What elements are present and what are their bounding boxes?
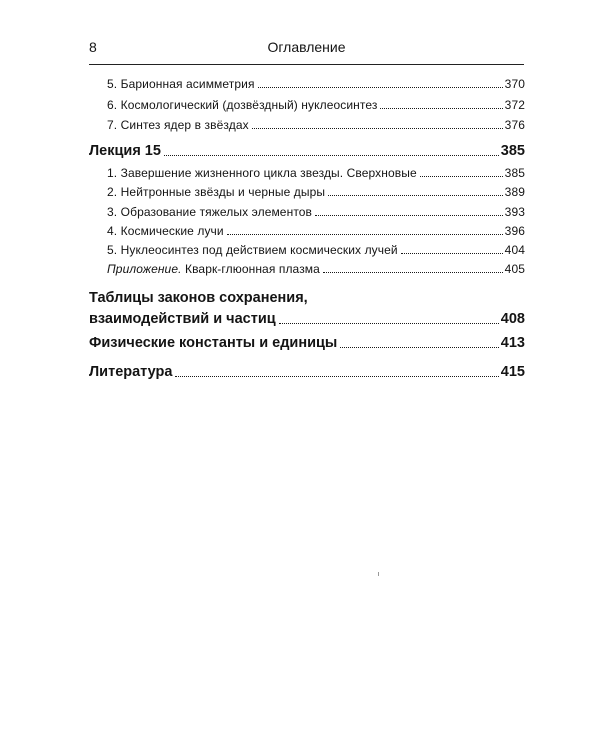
toc-entry: [107, 97, 525, 113]
toc-chapter: [89, 289, 525, 328]
toc-entry: [107, 76, 525, 92]
toc-entry-title: Нейтронные звёзды и черные дыры: [120, 185, 326, 199]
dot-leader: [175, 375, 498, 377]
dot-leader: [340, 346, 498, 348]
page-header: [89, 38, 524, 65]
toc-chapter-title: Литература: [89, 364, 173, 380]
dot-leader: [401, 252, 503, 254]
toc-entry-page: 393: [504, 205, 525, 219]
toc-entry-number: 6.: [107, 98, 118, 112]
toc-chapter-page: 385: [500, 143, 525, 159]
dot-leader: [258, 86, 503, 88]
toc-entry-number: 5.: [107, 243, 118, 257]
toc-entry-page: 385: [504, 166, 525, 180]
toc-entry: [107, 117, 525, 133]
toc-entry-title: Кварк-глюонная плазма: [184, 262, 320, 276]
toc-chapter: [89, 363, 525, 381]
toc-entry-title: Нуклеосинтез под действием космических лучей: [120, 243, 398, 257]
toc-entry-number: 7.: [107, 118, 118, 132]
dot-leader: [323, 271, 503, 273]
dot-leader: [420, 175, 503, 177]
toc-entry-title: Образование тяжелых элементов: [120, 205, 313, 219]
toc-entry-title: Космологический (дозвёздный) нуклеосинтез: [120, 98, 378, 112]
toc-entry-page: 370: [504, 77, 525, 91]
toc-chapter-title: Лекция 15: [89, 143, 161, 159]
toc-chapter-page: 408: [500, 311, 525, 327]
toc-entry: [107, 223, 525, 239]
dot-leader: [164, 154, 499, 156]
toc-entry-page: 372: [504, 98, 525, 112]
toc-entry-page: 376: [504, 118, 525, 132]
toc-entry-number: 4.: [107, 224, 118, 238]
toc-entry-title: Космические лучи: [120, 224, 224, 238]
toc-entry-page: 405: [504, 262, 525, 276]
dot-leader: [380, 107, 502, 109]
toc-entry-number: 2.: [107, 185, 118, 199]
dot-leader: [328, 194, 503, 196]
toc-chapter-title-line1: Таблицы законов сохранения,: [89, 290, 308, 306]
toc-entry-label: Приложение.: [107, 262, 182, 276]
toc-entry: [107, 261, 525, 277]
toc-chapter-title-line2: взаимодействий и частиц: [89, 311, 276, 327]
toc-entry-number: 3.: [107, 205, 118, 219]
dot-leader: [315, 214, 503, 216]
running-title: Оглавление: [267, 39, 346, 55]
toc-chapter: [89, 334, 525, 352]
toc-entry-number: 1.: [107, 166, 118, 180]
paper-speck: [378, 572, 379, 576]
toc-chapter-page: 415: [500, 364, 525, 380]
toc-entry: [107, 184, 525, 200]
toc-entry-title: Синтез ядер в звёздах: [120, 118, 249, 132]
toc-chapter: [89, 142, 525, 160]
dot-leader: [227, 233, 503, 235]
toc-entry: [107, 242, 525, 258]
toc-entry: [107, 165, 525, 181]
toc-chapter-page: 413: [500, 335, 525, 351]
toc-entry-page: 396: [504, 224, 525, 238]
toc-chapter-title: Физические константы и единицы: [89, 335, 338, 351]
toc-entry: [107, 204, 525, 220]
dot-leader: [279, 322, 499, 324]
dot-leader: [252, 127, 503, 129]
toc-entry-number: 5.: [107, 77, 118, 91]
toc-entry-page: 389: [504, 185, 525, 199]
toc-entry-title: Завершение жизненного цикла звезды. Сверхновые: [120, 166, 417, 180]
page-number: 8: [89, 39, 97, 55]
toc-entry-title: Барионная асимметрия: [120, 77, 255, 91]
toc-entry-page: 404: [504, 243, 525, 257]
